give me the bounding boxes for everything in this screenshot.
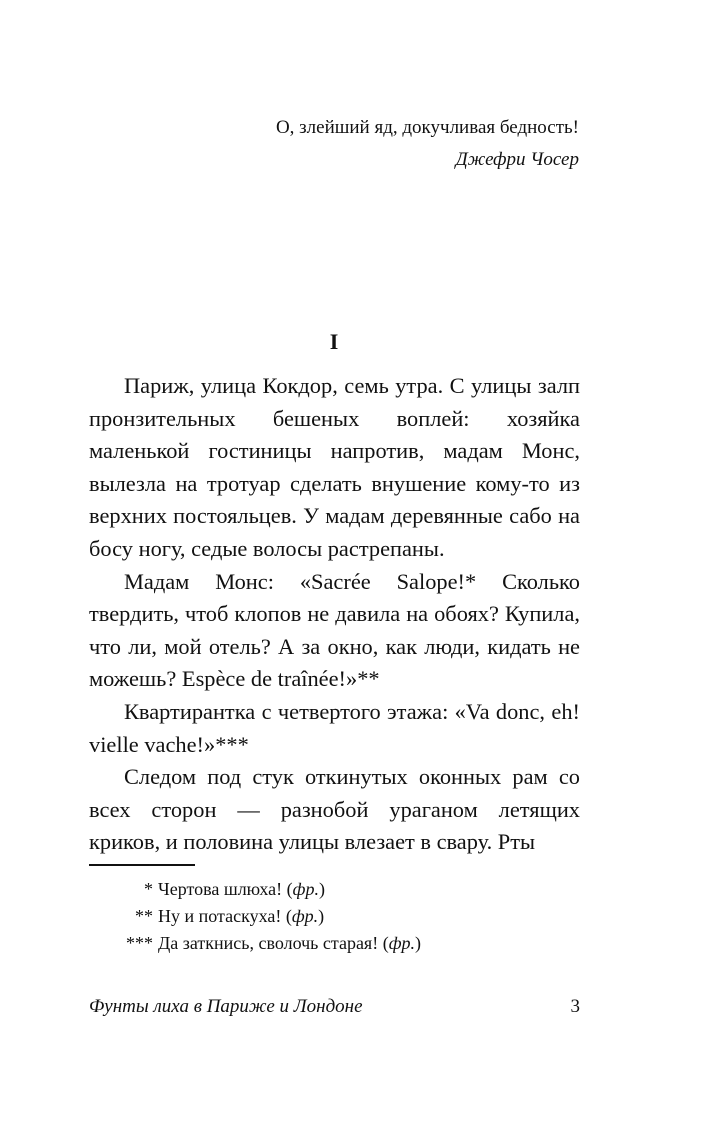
running-title: Фунты лиха в Париже и Лондоне — [89, 996, 363, 1017]
footnote-lang: фр. — [292, 879, 319, 899]
page-number: 3 — [570, 996, 580, 1017]
paragraph: Квартирантка с четвертого этажа: «Va donc, eh! vielle vache!»*** — [89, 698, 580, 757]
epigraph-line: О, злейший яд, докучливая бедность! — [275, 117, 579, 138]
footnote-text: Ну и потаскуха! ( — [158, 906, 292, 926]
footnote-separator — [89, 864, 195, 866]
footnote — [89, 903, 421, 930]
body-text — [89, 370, 580, 859]
epigraph — [276, 112, 579, 176]
paragraph: Париж, улица Кокдор, семь утра. С улицы залп пронзительных бешеных воплей: хозяйка маленькой гостиницы напротив, мадам Монс, вылезла на тротуар сделать внушение кому-то из верхних постояльцев. У мадам деревянные сабо на босу ногу, седые волосы растрепаны. — [89, 373, 580, 561]
footnote-lang: фр. — [388, 933, 415, 953]
footnote-close: ) — [318, 906, 325, 926]
footnote-close: ) — [415, 933, 421, 953]
footnote — [89, 930, 421, 957]
paragraph: Мадам Монс: «Sacrée Salope!* Сколько твердить, чтоб клопов не давила на обоях? Купила, что ли, мой отель? А за окно, как люди, кидать не можешь? Espèce de traînée!»** — [89, 568, 580, 692]
footnote-close: ) — [318, 879, 325, 899]
epigraph-author: Джефри Чосер — [455, 149, 579, 170]
running-footer — [89, 994, 580, 1020]
footnote-text: Чертова шлюха! ( — [158, 879, 293, 899]
footnote-mark: *** — [126, 933, 153, 953]
footnotes — [89, 876, 421, 957]
footnote-lang: фр. — [291, 906, 319, 926]
footnote-mark: * — [144, 879, 153, 899]
chapter-number: I — [329, 329, 339, 354]
paragraph: Следом под стук откинутых оконных рам со всех сторон — разнобой ураганом летящих криков, и половина улицы влезает в свару. Рты — [89, 764, 580, 855]
footnote — [89, 876, 421, 903]
footnote-mark: ** — [135, 906, 153, 926]
footnote-text: Да заткнись, сволочь старая! ( — [158, 933, 389, 953]
